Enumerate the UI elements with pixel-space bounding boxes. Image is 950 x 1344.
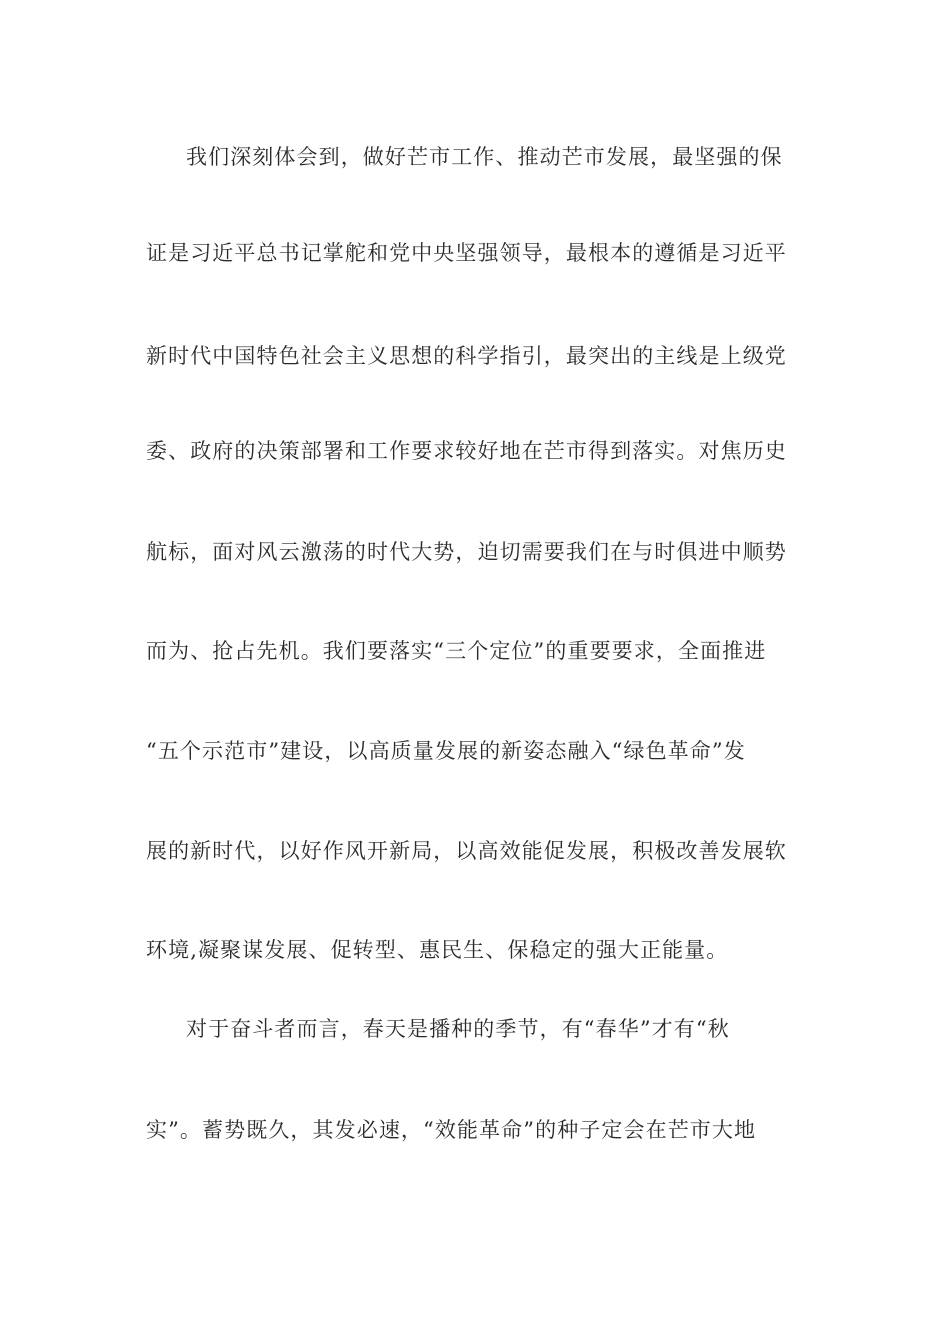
paragraph-line: 对于奋斗者而言，春天是播种的季节，有“春华”才有“秋: [186, 1017, 730, 1041]
paragraph-line: 航标，面对风云激荡的时代大势，迫切需要我们在与时俱进中顺势: [146, 540, 787, 564]
paragraph-line: 委、政府的决策部署和工作要求较好地在芒市得到落实。对焦历史: [146, 439, 787, 463]
paragraph-line: 而为、抢占先机。我们要落实“三个定位”的重要要求，全面推进: [146, 639, 767, 663]
paragraph-line: 我们深刻体会到，做好芒市工作、推动芒市发展，最坚强的保: [186, 145, 783, 169]
paragraph-line: “五个示范市”建设，以高质量发展的新姿态融入“绿色革命”发: [146, 739, 746, 763]
paragraph-line: 展的新时代，以好作风开新局，以高效能促发展，积极改善发展软: [146, 839, 787, 863]
paragraph-line: 新时代中国特色社会主义思想的科学指引，最突出的主线是上级党: [146, 344, 787, 368]
paragraph-line: 证是习近平总书记掌舵和党中央坚强领导，最根本的遵循是习近平: [146, 241, 787, 265]
paragraph-line: 环境,凝聚谋发展、促转型、惠民生、保稳定的强大正能量。: [146, 938, 729, 962]
paragraph-line: 实”。蓄势既久，其发必速，“效能革命”的种子定会在芒市大地: [146, 1118, 757, 1142]
